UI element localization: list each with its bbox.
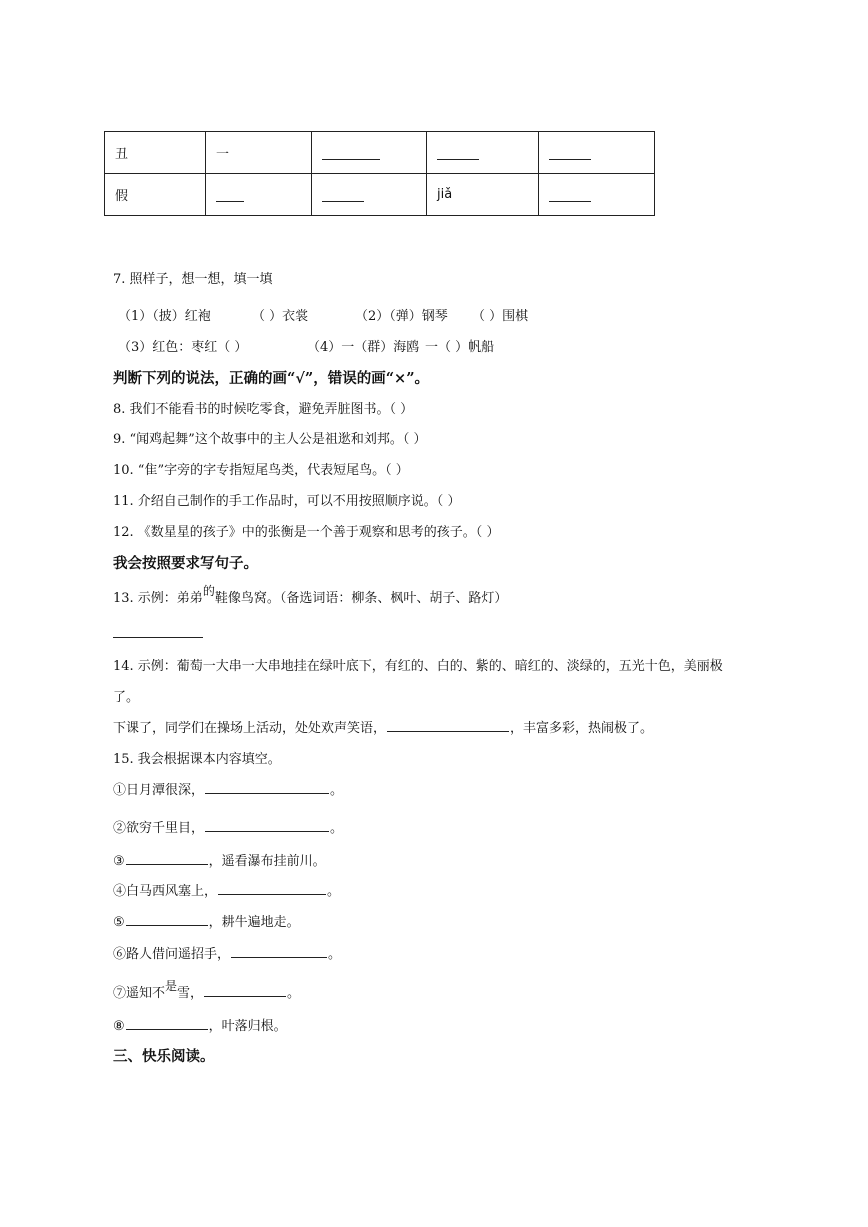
- table-cell-blank[interactable]: [427, 132, 539, 174]
- q7-blank[interactable]: （ ）衣裳: [252, 309, 309, 324]
- q15-text: 。: [327, 884, 341, 899]
- q15-text: ③: [113, 854, 125, 869]
- question-15-title: 15. 我会根据课本内容填空。: [113, 752, 281, 767]
- q13-text: 13. 示例：弟弟: [113, 591, 203, 606]
- q15-text: ⑧: [113, 1019, 125, 1034]
- answer-blank[interactable]: [126, 1016, 208, 1030]
- table-cell-pinyin: jiǎ: [427, 174, 539, 216]
- answer-blank[interactable]: [126, 912, 208, 926]
- q15-item: [113, 979, 301, 1001]
- answer-blank[interactable]: [126, 851, 208, 865]
- q15-text: 。: [330, 783, 344, 798]
- q15-item: [113, 1015, 287, 1034]
- q13-text: 鞋像鸟窝。（备选词语：柳条、枫叶、胡子、路灯）: [214, 591, 508, 606]
- q15-text: ，遥看瀑布挂前川。: [208, 854, 326, 869]
- question-9[interactable]: 9. “闻鸡起舞”这个故事中的主人公是祖逖和刘邦。（ ）: [113, 432, 427, 447]
- question-13: [113, 584, 508, 606]
- q15-item: [113, 850, 326, 869]
- question-12[interactable]: 12. 《数星星的孩子》中的张衡是一个善于观察和思考的孩子。（ ）: [113, 525, 500, 540]
- section-heading-reading: 三、快乐阅读。: [113, 1048, 215, 1065]
- table-cell-blank[interactable]: [539, 132, 655, 174]
- q15-text: ⑦遥知不: [113, 986, 166, 1001]
- answer-blank[interactable]: [204, 983, 286, 997]
- q13-sup: 的: [202, 584, 215, 598]
- table-row: [105, 132, 655, 174]
- q15-text: ①日月潭很深，: [113, 783, 205, 798]
- q15-item: [113, 880, 340, 899]
- table-cell-blank[interactable]: [312, 174, 427, 216]
- table-cell-blank[interactable]: [206, 174, 312, 216]
- question-11[interactable]: 11. 介绍自己制作的手工作品时，可以不用按照顺序说。（ ）: [113, 494, 461, 509]
- question-14-cont: 了。: [113, 690, 140, 705]
- q15-item: [113, 911, 300, 930]
- q15-text: ，耕牛遍地走。: [208, 915, 300, 930]
- q15-text: ②欲穷千里目，: [113, 821, 205, 836]
- q15-item: [113, 817, 343, 836]
- q14-text: 下课了，同学们在操场上活动，处处欢声笑语，: [113, 721, 387, 736]
- answer-blank[interactable]: [231, 944, 327, 958]
- q15-text: ⑥路人借问遥招手，: [113, 947, 231, 962]
- question-14: 14. 示例：葡萄一大串一大串地挂在绿叶底下，有红的、白的、紫的、暗红的、淡绿的，五光十色，美丽极: [113, 659, 723, 674]
- answer-blank[interactable]: [205, 818, 329, 832]
- table-cell: 一: [206, 132, 312, 174]
- char-table: [104, 131, 655, 216]
- answer-blank[interactable]: [387, 718, 509, 732]
- q15-item: [113, 779, 343, 798]
- q15-text: ，叶落归根。: [208, 1019, 287, 1034]
- q15-text: 。: [330, 821, 344, 836]
- q7-blank[interactable]: （ ）围棋: [472, 309, 529, 324]
- q7-item: （4）一（群）海鸥: [307, 340, 420, 355]
- q15-text: 雪，: [177, 986, 204, 1001]
- q7-item: （1）（披）红袍: [118, 309, 211, 324]
- question-14-task: [113, 717, 653, 736]
- answer-line[interactable]: [113, 637, 203, 638]
- answer-blank[interactable]: [218, 881, 326, 895]
- question-8[interactable]: 8. 我们不能看书的时候吃零食，避免弄脏图书。（ ）: [113, 402, 414, 417]
- table-cell: 假: [105, 174, 206, 216]
- q14-text: ，丰富多彩，热闹极了。: [510, 721, 654, 736]
- q7-item: （2）（弹）钢琴: [355, 309, 448, 324]
- table-cell: 丑: [105, 132, 206, 174]
- q15-sup: 是: [165, 979, 178, 993]
- q15-item: [113, 943, 341, 962]
- section-heading-judge: 判断下列的说法，正确的画“√”，错误的画“×”。: [113, 370, 430, 387]
- table-cell-blank[interactable]: [312, 132, 427, 174]
- q7-blank[interactable]: 一（ ）帆船: [425, 340, 495, 355]
- section-heading-sentence: 我会按照要求写句子。: [113, 555, 258, 572]
- q15-text: 。: [328, 947, 342, 962]
- q7-blank[interactable]: （3）红色：枣红（ ）: [118, 340, 248, 355]
- table-cell-blank[interactable]: [539, 174, 655, 216]
- answer-blank[interactable]: [205, 780, 329, 794]
- q15-text: ④白马西风塞上，: [113, 884, 218, 899]
- table-row: [105, 174, 655, 216]
- question-7-title: 7. 照样子，想一想，填一填: [113, 272, 273, 287]
- question-10[interactable]: 10. “隹”字旁的字专指短尾鸟类，代表短尾鸟。（ ）: [113, 463, 409, 478]
- q15-text: 。: [287, 986, 301, 1001]
- q15-text: ⑤: [113, 915, 125, 930]
